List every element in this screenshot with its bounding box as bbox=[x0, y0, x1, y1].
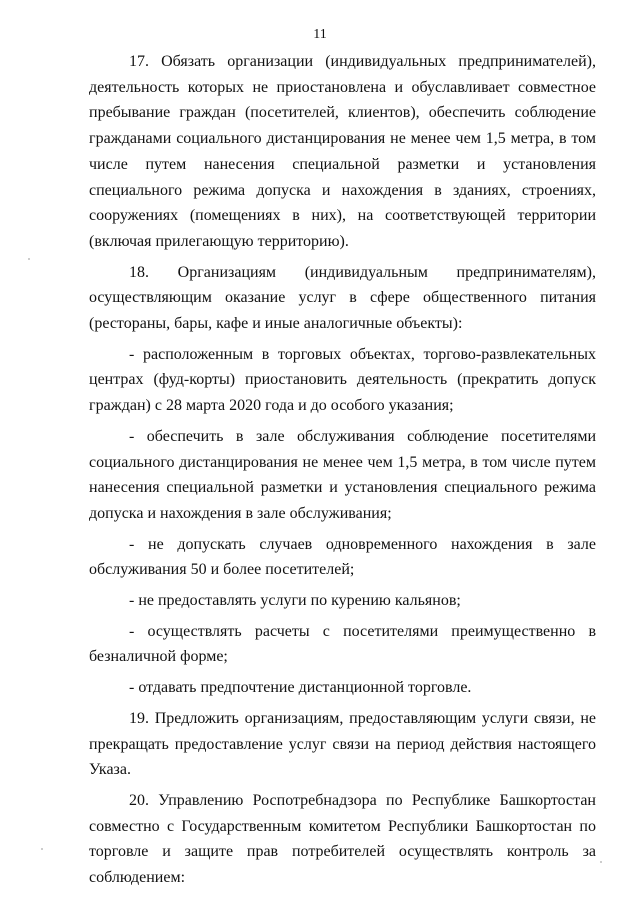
page-number: 11 bbox=[313, 27, 327, 42]
list-item-food-courts: - расположенным в торговых объектах, торгово-развлекательных центрах (фуд-корты) приостановить деятельность (прекратить допуск граждан) с 28 марта 2020 года и до особого указания; bbox=[89, 345, 596, 415]
paragraph-18: 18. Организациям (индивидуальным предпринимателям), осуществляющим оказание услуг в сфере общественного питания (рестораны, бары, кафе и иные аналогичные объекты): bbox=[89, 263, 596, 333]
scan-speck bbox=[600, 861, 602, 863]
paragraph-20: 20. Управлению Роспотребнадзора по Республике Башкортостан совместно с Государственным комитетом Республики Башкортостан по торговле и защите прав потребителей осуществлять контроль за соблюдением: bbox=[89, 791, 596, 887]
document-body bbox=[89, 49, 596, 891]
scan-speck bbox=[28, 258, 30, 260]
paragraph-17: 17. Обязать организации (индивидуальных предпринимателей), деятельность которых не приостановлена и обуславливает совместное пребывание граждан (посетителей, клиентов), обеспечить соблюдение гражданами социального дистанцирования не менее чем 1,5 метра, в том числе путем нанесения специальной разметки и установления специального режима допуска и нахождения в зданиях, строениях, сооружениях (помещениях в них), на соответствующей территории (включая прилегающую территорию). bbox=[89, 53, 596, 250]
list-item-cashless: - осуществлять расчеты с посетителями преимущественно в безналичной форме; bbox=[89, 622, 596, 666]
list-item-distancing: - обеспечить в зале обслуживания соблюдение посетителями социального дистанцирования не менее чем 1,5 метра, в том числе путем нанесения специальной разметки и установления специального режима допуска и нахождения в зале обслуживания; bbox=[89, 427, 596, 522]
list-item-remote-trade: - отдавать предпочтение дистанционной торговле. bbox=[129, 679, 472, 697]
scan-speck bbox=[41, 848, 43, 850]
list-item-visitor-limit: - не допускать случаев одновременного нахождения в зале обслуживания 50 и более посетителей; bbox=[89, 535, 596, 579]
paragraph-19: 19. Предложить организациям, предоставляющим услуги связи, не прекращать предоставление услуг связи на период действия настоящего Указа. bbox=[89, 709, 596, 779]
list-item-hookah: - не предоставлять услуги по курению кальянов; bbox=[129, 592, 461, 610]
